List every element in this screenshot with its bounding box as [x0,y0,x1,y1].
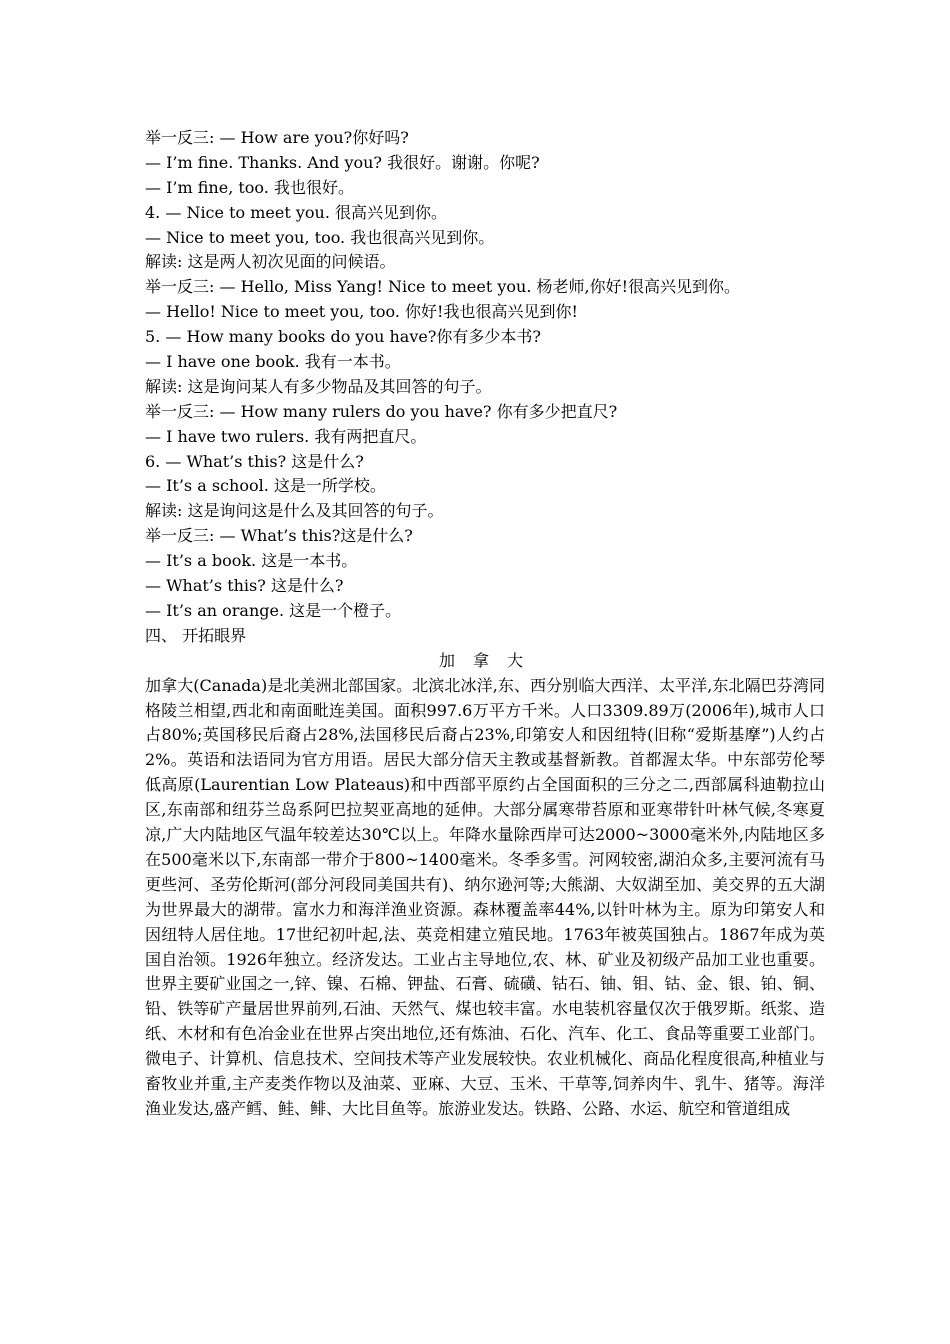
text-line-12: 举一反三: — How many rulers do you have? 你有多少把直尺? [145,401,618,421]
text-line-16: 解读: 这是询问这是什么及其回答的句子。 [145,501,444,521]
text-line-6: 解读: 这是两人初次见面的问候语。 [145,252,396,272]
text-line-2: — I’m fine. Thanks. And you? 我很好。谢谢。你呢? [145,152,540,172]
text-line-14: 6. — What’s this? 这是什么? [145,451,364,471]
document-page [145,126,825,1122]
text-line-4: 4. — Nice to meet you. 很高兴见到你。 [145,202,447,222]
section-heading: 四、 开拓眼界 [145,625,247,645]
text-line-10: — I have one book. 我有一本书。 [145,352,401,372]
text-line-17: 举一反三: — What’s this?这是什么? [145,526,413,546]
text-line-11: 解读: 这是询问某人有多少物品及其回答的句子。 [145,376,492,396]
text-line-1: 举一反三: — How are you?你好吗? [145,128,409,147]
text-line-7: 举一反三: — Hello, Miss Yang! Nice to meet you. 杨老师,你好!很高兴见到你。 [145,277,741,297]
text-line-18: — It’s a book. 这是一本书。 [145,551,358,571]
canada-paragraph: 加拿大(Canada)是北美洲北部国家。北滨北冰洋,东、西分别临大西洋、太平洋,东北隔巴芬湾同格陵兰相望,西北和南面毗连美国。面积997.6万平方千米。人口3309.89万(2006年),城市人口占80%;英国移民后裔占28%,法国移民后裔占23%,印第安人和因纽特(旧称“爱斯基摩”)人约占2%。英语和法语同为官方用语。居民大部分信天主教或基督新教。首都渥太华。中东部劳伦琴低高原(Laurentian Low Plateaus)和中西部平原约占全国面积的三分之二,西部属科迪勒拉山区,东南部和纽芬兰岛系阿巴拉契亚高地的延伸。大部分属寒带苔原和亚寒带针叶林气候,冬寒夏凉,广大内陆地区气温年较差达30℃以上。年降水量除西岸可达2000~3000毫米外,内陆地区多在500毫米以下,东南部一带介于800~1400毫米。冬季多雪。河网较密,湖泊众多,主要河流有马更些河、圣劳伦斯河(部分河段同美国共有)、纳尔逊河等;大熊湖、大奴湖至加、美交界的五大湖为世界最大的湖带。富水力和海洋渔业资源。森林覆盖率44%,以针叶林为主。原为印第安人和因纽特人居住地。17世纪初叶起,法、英竞相建立殖民地。1763年被英国独占。1867年成为英国自治领。1926年独立。经济发达。工业占主导地位,农、林、矿业及初级产品加工业也重要。世界主要矿业国之一,锌、镍、石棉、钾盐、石膏、硫磺、钴石、铀、钼、钴、金、银、铂、铜、铅、铁等矿产量居世界前列,石油、天然气、煤也较丰富。水电装机容量仅次于俄罗斯。纸浆、造纸、木材和有色冶金业在世界占突出地位,还有炼油、石化、汽车、化工、食品等重要工业部门。微电子、计算机、信息技术、空间技术等产业发展较快。农业机械化、商品化程度很高,种植业与畜牧业并重,主产麦类作物以及油菜、亚麻、大豆、玉米、干草等,饲养肉牛、乳牛、猪等。海洋渔业发达,盛产鳕、鲑、鲱、大比目鱼等。旅游业发达。铁路、公路、水运、航空和管道组成 [145,675,825,1119]
text-line-8: — Hello! Nice to meet you, too. 你好!我也很高兴见到你! [145,302,578,322]
text-line-5: — Nice to meet you, too. 我也很高兴见到你。 [145,227,495,247]
text-line-19: — What’s this? 这是什么? [145,576,344,596]
section-title: 加拿大 [438,650,541,670]
text-line-3: — I’m fine, too. 我也很好。 [145,177,354,197]
text-line-15: — It’s a school. 这是一所学校。 [145,476,386,496]
text-line-9: 5. — How many books do you have?你有多少本书? [145,327,541,347]
text-line-13: — I have two rulers. 我有两把直尺。 [145,426,427,446]
text-line-20: — It’s an orange. 这是一个橙子。 [145,600,402,620]
